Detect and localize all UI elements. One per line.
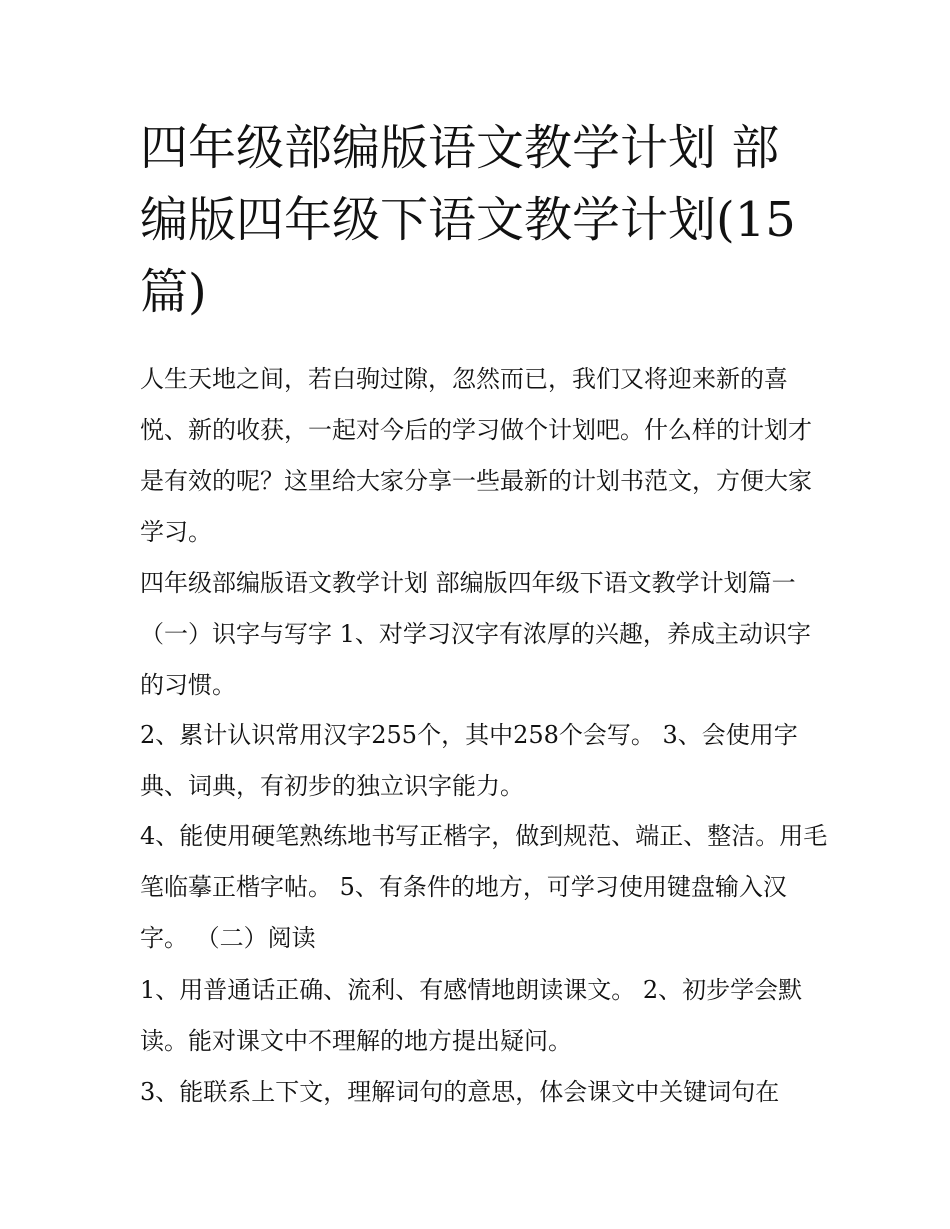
document-title: 四年级部编版语文教学计划 部编版四年级下语文教学计划(15篇)	[140, 120, 796, 320]
paragraph-intro: 人生天地之间，若白驹过隙，忽然而已，我们又将迎来新的喜悦、新的收获，一起对今后的学习做个计划吧。什么样的计划才是有效的呢？这里给大家分享一些最新的计划书范文，方便大家学习。	[140, 365, 812, 546]
paragraph-section-one: 四年级部编版语文教学计划 部编版四年级下语文教学计划篇一 （一）识字与写字 1、对学习汉字有浓厚的兴趣，养成主动识字的习惯。	[140, 569, 811, 699]
paragraph-reading-3: 3、能联系上下文，理解词句的意思，体会课文中关键词句在	[140, 1078, 780, 1106]
paragraph-item-4-5: 4、能使用硬笔熟练地书写正楷字，做到规范、端正、整洁。用毛笔临摹正楷字帖。 5、有条件的地方，可学习使用键盘输入汉字。 （二）阅读	[140, 822, 828, 952]
paragraph-item-2-3: 2、累计认识常用汉字255个，其中258个会写。 3、会使用字典、词典，有初步的独立识字能力。	[140, 721, 798, 800]
paragraph-reading-1-2: 1、用普通话正确、流利、有感情地朗读课文。 2、初步学会默读。能对课文中不理解的地方提出疑问。	[140, 976, 803, 1055]
